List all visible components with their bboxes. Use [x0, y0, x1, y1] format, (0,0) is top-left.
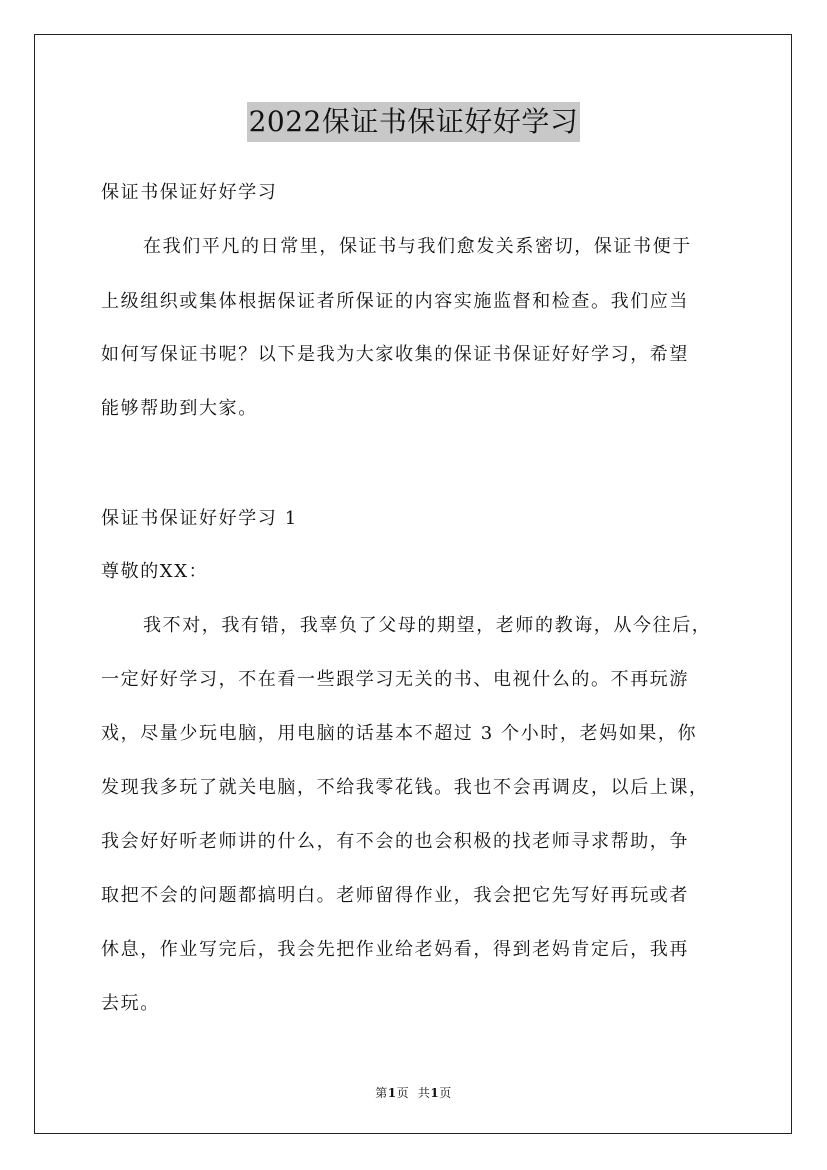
- intro-line-2: 上级组织或集体根据保证者所保证的内容实施监督和检查。我们应当: [101, 291, 689, 312]
- page-footer: [0, 1084, 827, 1101]
- footer-page-prefix: 第: [375, 1086, 388, 1100]
- footer-total-prefix: 共: [417, 1086, 431, 1100]
- intro-line-3: 如何写保证书呢？以下是我为大家收集的保证书保证好好学习，希望: [101, 344, 689, 365]
- document-title: 2022保证书保证好好学习: [247, 102, 581, 142]
- body-line-5: 我会好好听老师讲的什么，有不会的也会积极的找老师寻求帮助，争: [101, 831, 689, 852]
- document-heading: 保证书保证好好学习: [101, 182, 278, 203]
- document-title-wrap: [0, 102, 827, 142]
- body-line-1: 我不对，我有错，我辜负了父母的期望，老师的教诲，从今往后，: [143, 615, 712, 636]
- body-line-8: 去玩。: [101, 993, 160, 1014]
- body-line-4: 发现我多玩了就关电脑，不给我零花钱。我也不会再调皮，以后上课，: [101, 777, 709, 798]
- salutation: 尊敬的XX：: [101, 561, 209, 582]
- intro-line-4: 能够帮助到大家。: [101, 398, 258, 419]
- footer-total-number: 1: [430, 1086, 440, 1100]
- body-line-7: 休息，作业写完后，我会先把作业给老妈看，得到老妈肯定后，我再: [101, 939, 689, 960]
- body-line-2: 一定好好学习，不在看一些跟学习无关的书、电视什么的。不再玩游: [101, 669, 689, 690]
- footer-total-suffix: 页: [439, 1086, 452, 1100]
- body-line-6: 取把不会的问题都搞明白。老师留得作业，我会把它先写好再玩或者: [101, 885, 689, 906]
- body-line-3: 戏，尽量少玩电脑，用电脑的话基本不超过 3 个小时，老妈如果，你: [101, 723, 698, 744]
- section-title: 保证书保证好好学习 1: [101, 508, 298, 529]
- footer-page-suffix: 页: [396, 1086, 410, 1100]
- intro-line-1: 在我们平凡的日常里，保证书与我们愈发关系密切，保证书便于: [143, 236, 692, 257]
- footer-page-number: 1: [387, 1086, 397, 1100]
